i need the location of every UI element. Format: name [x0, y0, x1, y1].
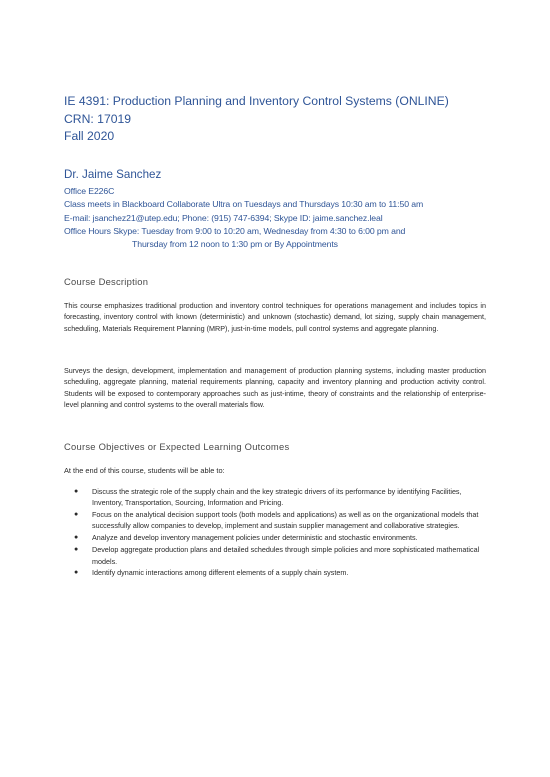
list-item — [64, 567, 489, 578]
class-meeting-info: Class meets in Blackboard Collaborate Ultra on Tuesdays and Thursdays 10:30 am to 11:50 am — [64, 199, 424, 210]
course-title-block — [64, 93, 504, 146]
list-item — [64, 509, 489, 532]
instructor-name: Dr. Jaime Sanchez — [64, 168, 162, 181]
course-objectives-intro: At the end of this course, students will be able to: — [64, 466, 225, 475]
objective-text: Focus on the analytical decision support tools (both models and applications) as well as on the organizational models that successfully allow companies to develop, implement and sustain supplier management and collaborative strategies. — [92, 510, 479, 531]
course-term: Fall 2020 — [64, 129, 115, 143]
course-title: IE 4391: Production Planning and Inventory Control Systems (ONLINE) — [64, 94, 449, 108]
objective-text: Discuss the strategic role of the supply chain and the key strategic drivers of its performance by identifying Facilities, Inventory, Transportation, Sourcing, Information and Pricing. — [92, 487, 462, 508]
instructor-contact: E-mail: jsanchez21@utep.edu; Phone: (915) 747-6394; Skype ID: jaime.sanchez.leal — [64, 212, 383, 223]
bullet-icon: ● — [74, 569, 79, 577]
course-description-paragraph-2: Surveys the design, development, implementation and management of production planning systems, including master production scheduling, aggregate planning, material requirements planning, capacity and inventory planning and production activity control. Students will be exposed to contemporary approaches such as just-intime, theory of constraints and the relationship of enterprise-level planning and control systems to the overall materials flow. — [64, 366, 486, 410]
course-description-heading: Course Description — [64, 276, 149, 287]
objectives-list — [64, 486, 489, 579]
course-description-paragraph-1: This course emphasizes traditional production and inventory control techniques for operations management and includes topics in forecasting, inventory control with known (deterministic) and unknown (stochastic) demand, lot sizing, supply chain management, scheduling, Materials Requirement Planning (MRP), just-in-time models, pull control systems and aggregate planning. — [64, 301, 486, 333]
bullet-icon: ● — [74, 534, 79, 542]
office-hours-line-1: Office Hours Skype: Tuesday from 9:00 to 10:20 am, Wednesday from 4:30 to 6:00 pm and — [64, 225, 406, 236]
objective-text: Develop aggregate production plans and detailed schedules through simple policies and more sophisticated mathematical models. — [92, 545, 480, 566]
instructor-block — [64, 167, 524, 251]
office-hours-line-2: Thursday from 12 noon to 1:30 pm or By Appointments — [132, 239, 338, 250]
list-item — [64, 486, 489, 509]
course-crn: CRN: 17019 — [64, 111, 132, 126]
objective-text: Identify dynamic interactions among different elements of a supply chain system. — [92, 568, 349, 578]
course-objectives-heading: Course Objectives or Expected Learning Outcomes — [64, 441, 290, 452]
list-item — [64, 544, 489, 567]
bullet-icon: ● — [74, 546, 79, 554]
list-item — [64, 532, 489, 543]
instructor-office: Office E226C — [64, 186, 115, 196]
objective-text: Analyze and develop inventory management policies under deterministic and stochastic environments. — [92, 533, 418, 543]
bullet-icon: ● — [74, 511, 79, 519]
bullet-icon: ● — [74, 488, 79, 495]
